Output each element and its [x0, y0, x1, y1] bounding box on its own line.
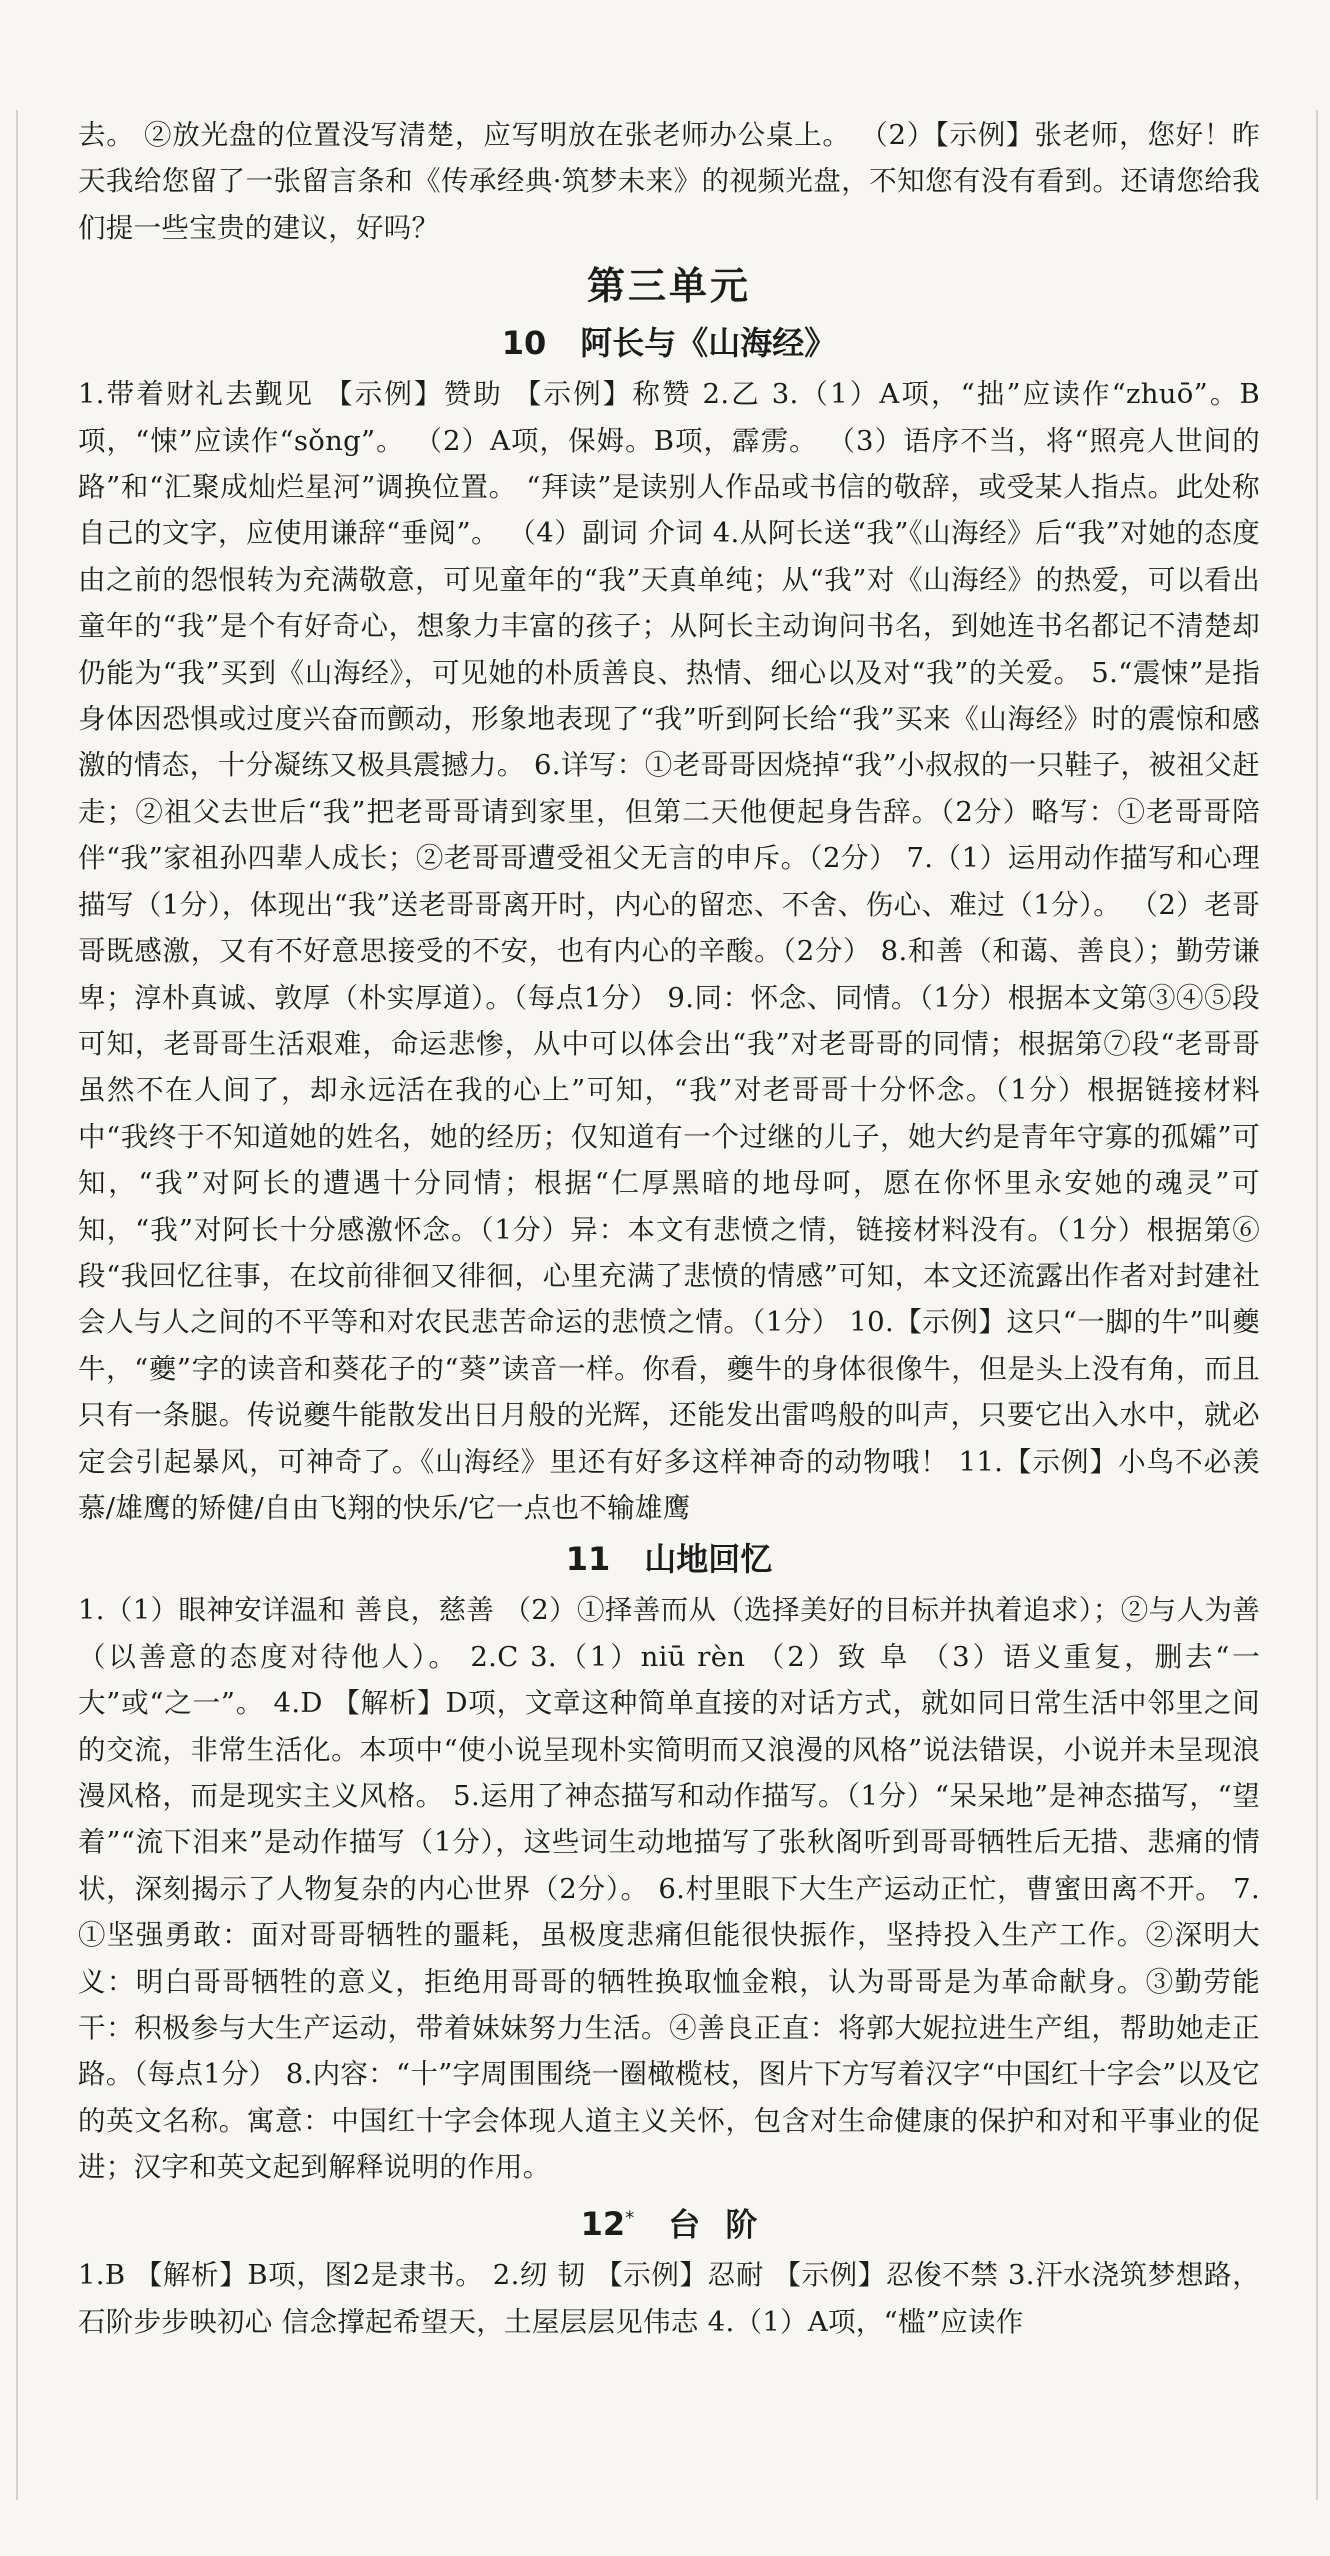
lesson-12-answers: 1.B 【解析】B项，图2是隶书。 2.纫 韧 【示例】忍耐 【示例】忍俊不禁 3.汗水浇筑梦想路，石阶步步映初心 信念撑起希望天，土屋层层见伟志 4.（1）A项，“槛”应读作 — [78, 2259, 1260, 2338]
lesson-10-name: 阿长与《山海经》 — [580, 324, 837, 363]
lesson-12-number-text: 12 — [580, 2205, 626, 2244]
lesson-11-answers: 1.（1）眼神安详温和 善良，慈善 （2）①择善而从（选择美好的目标并执着追求）；②与人为善（以善意的态度对待他人）。 2.C 3.（1）niū rèn （2）致 阜 （3）语义重复，删去“一大”或“之一”。 4.D 【解析】D项，文章这种简单直接的对话方式，就如同日常生活中邻里之间的交流，非常生活化。本项中“使小说呈现朴实简明而又浪漫的风格”说法错误，小说并未呈现浪漫风格，而是现实主义风格。 5.运用了神态描写和动作描写。（1分）“呆呆地”是神态描写，“望着”“流下泪来”是动作描写（1分），这些词生动地描写了张秋阁听到哥哥牺牲后无措、悲痛的情状，深刻揭示了人物复杂的内心世界（2分）。 6.村里眼下大生产运动正忙，曹蜜田离不开。 7.①坚强勇敢：面对哥哥牺牲的噩耗，虽极度悲痛但能很快振作，坚持投入生产工作。②深明大义：明白哥哥牺牲的意义，拒绝用哥哥的牺牲换取恤金粮，认为哥哥是为革命献身。③勤劳能干：积极参与大生产运动，带着妹妹努力生活。④善良正直：将郭大妮拉进生产组，帮助她走正路。（每点1分） 8.内容：“十”字周围围绕一圈橄榄枝，图片下方写着汉字“中国红十字会”以及它的英文名称。寓意：中国红十字会体现人道主义关怀，包含对生命健康的保护和对和平事业的促进；汉字和英文起到解释说明的作用。 — [78, 1594, 1260, 2184]
lesson-10-title — [78, 315, 1260, 371]
intro-answer-text: 去。 ②放光盘的位置没写清楚，应写明放在张老师办公桌上。 （2）【示例】张老师，您好！昨天我给您留了一张留言条和《传承经典·筑梦未来》的视频光盘，不知您有没有看到。还请您给我们提一些宝贵的建议，好吗？ — [78, 119, 1260, 244]
lesson-11-title — [78, 1531, 1260, 1587]
page-content — [78, 112, 1260, 2345]
lesson-10-number: 10 — [501, 324, 547, 363]
right-margin-rule — [1316, 110, 1318, 2500]
optional-lesson-marker: * — [625, 2207, 635, 2229]
lesson-12-number — [581, 2205, 635, 2243]
lesson-12-name: 台 阶 — [668, 2205, 758, 2244]
left-margin-rule — [16, 110, 18, 2500]
lesson-11-number: 11 — [565, 1540, 611, 1579]
lesson-12-title — [78, 2191, 1260, 2253]
lesson-11-name: 山地回忆 — [644, 1540, 773, 1579]
lesson-10-answers: 1.带着财礼去觐见 【示例】赞助 【示例】称赞 2.乙 3.（1）A项，“拙”应读作“zhuō”。B项，“悚”应读作“sǒng”。 （2）A项，保姆。B项，霹雳。 （3）语序不当，将“照亮人世间的路”和“汇聚成灿烂星河”调换位置。 “拜读”是读别人作品或书信的敬辞，或受某人指点。此处称自己的文字，应使用谦辞“垂阅”。 （4）副词 介词 4.从阿长送“我”《山海经》后“我”对她的态度由之前的怨恨转为充满敬意，可见童年的“我”天真单纯；从“我”对《山海经》的热爱，可以看出童年的“我”是个有好奇心，想象力丰富的孩子；从阿长主动询问书名，到她连书名都记不清楚却仍能为“我”买到《山海经》，可见她的朴质善良、热情、细心以及对“我”的关爱。 5.“震悚”是指身体因恐惧或过度兴奋而颤动，形象地表现了“我”听到阿长给“我”买来《山海经》时的震惊和感激的情态，十分凝练又极具震撼力。 6.详写：①老哥哥因烧掉“我”小叔叔的一只鞋子，被祖父赶走；②祖父去世后“我”把老哥哥请到家里，但第二天他便起身告辞。（2分）略写：①老哥哥陪伴“我”家祖孙四辈人成长；②老哥哥遭受祖父无言的申斥。（2分） 7.（1）运用动作描写和心理描写（1分），体现出“我”送老哥哥离开时，内心的留恋、不舍、伤心、难过（1分）。 （2）老哥哥既感激，又有不好意思接受的不安，也有内心的辛酸。（2分） 8.和善（和蔼、善良）；勤劳谦卑；淳朴真诚、敦厚（朴实厚道）。（每点1分） 9.同：怀念、同情。（1分）根据本文第③④⑤段可知，老哥哥生活艰难，命运悲惨，从中可以体会出“我”对老哥哥的同情；根据第⑦段“老哥哥虽然不在人间了，却永远活在我的心上”可知，“我”对老哥哥十分怀念。（1分）根据链接材料中“我终于不知道她的姓名，她的经历；仅知道有一个过继的儿子，她大约是青年守寡的孤孀”可知，“我”对阿长的遭遇十分同情；根据“仁厚黑暗的地母呵，愿在你怀里永安她的魂灵”可知，“我”对阿长十分感激怀念。（1分）异：本文有悲愤之情，链接材料没有。（1分）根据第⑥段“我回忆往事，在坟前徘徊又徘徊，心里充满了悲愤的情感”可知，本文还流露出作者对封建社会人与人之间的不平等和对农民悲苦命运的悲愤之情。（1分） 10.【示例】这只“一脚的牛”叫夔牛，“夔”字的读音和葵花子的“葵”读音一样。你看，夔牛的身体很像牛，但是头上没有角，而且只有一条腿。传说夔牛能散发出日月般的光辉，还能发出雷鸣般的叫声，只要它出入水中，就必定会引起暴风，可神奇了。《山海经》里还有好多这样神奇的动物哦！ 11.【示例】小鸟不必羡慕/雄鹰的矫健/自由飞翔的快乐/它一点也不输雄鹰 — [78, 378, 1260, 1524]
unit-title: 第三单元 — [586, 264, 751, 309]
